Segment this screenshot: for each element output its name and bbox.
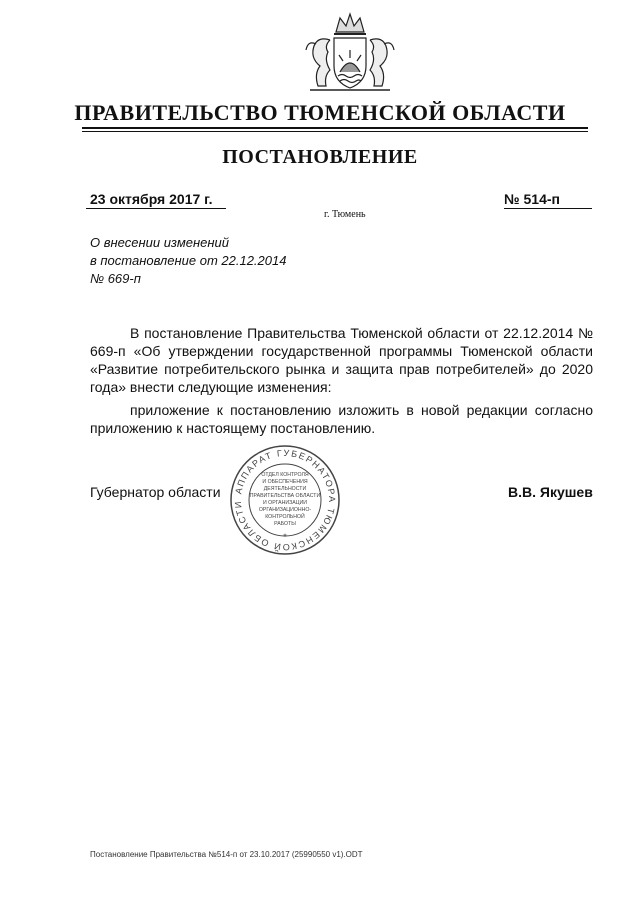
date-underline: [86, 208, 226, 209]
header-rule: [82, 127, 588, 129]
signatory-name: В.В. Якушев: [508, 484, 593, 500]
body-paragraph: приложение к постановлению изложить в новой редакции согласно приложению к настоящему постановлению.: [90, 402, 593, 436]
document-type: ПОСТАНОВЛЕНИЕ: [222, 146, 418, 168]
stamp-center-line: И ОРГАНИЗАЦИИ: [263, 500, 307, 506]
subject-line: О внесении изменений: [90, 235, 229, 250]
document-number: № 514-п: [504, 191, 560, 207]
subject-line: № 669-п: [90, 271, 141, 286]
stamp-center-line: КОНТРОЛЬНОЙ: [265, 514, 305, 520]
svg-text:*: *: [283, 532, 287, 542]
document-footer: Постановление Правительства №514-п от 23.10.2017 (25990550 v1).ODT: [90, 850, 363, 859]
document-date: 23 октября 2017 г.: [90, 191, 213, 207]
stamp-center-line: ПРАВИТЕЛЬСТВА ОБЛАСТИ: [249, 493, 321, 499]
stamp-center-line: ОТДЕЛ КОНТРОЛЯ: [261, 472, 309, 478]
body-paragraph: В постановление Правительства Тюменской области от 22.12.2014 № 669-п «Об утверждении государственной программы Тюменской области «Развитие потребительского рынка и защита прав потребителей» до 2020 года» внести следующие изменения:: [90, 325, 593, 395]
government-title: ПРАВИТЕЛЬСТВО ТЮМЕНСКОЙ ОБЛАСТИ: [74, 100, 566, 125]
subject-line: в постановление от 22.12.2014: [90, 253, 287, 268]
official-stamp-icon: [229, 444, 341, 556]
header-rule-thin: [82, 131, 588, 132]
stamp-center-line: И ОБЕСПЕЧЕНИЯ: [262, 479, 308, 485]
coat-of-arms-icon: [300, 10, 400, 94]
stamp-center-line: РАБОТЫ: [274, 521, 296, 527]
number-underline: [504, 208, 592, 209]
stamp-ring-text: АППАРАТ ГУБЕРНАТОРА ТЮМЕНСКОЙ ОБЛАСТИ: [232, 447, 338, 553]
document-subject: [90, 234, 286, 288]
stamp-center-line: ДЕЯТЕЛЬНОСТИ: [263, 486, 307, 492]
stamp-center-line: ОРГАНИЗАЦИОННО-: [258, 507, 312, 513]
document-city: г. Тюмень: [324, 209, 366, 220]
signatory-position: Губернатор области: [90, 484, 221, 500]
